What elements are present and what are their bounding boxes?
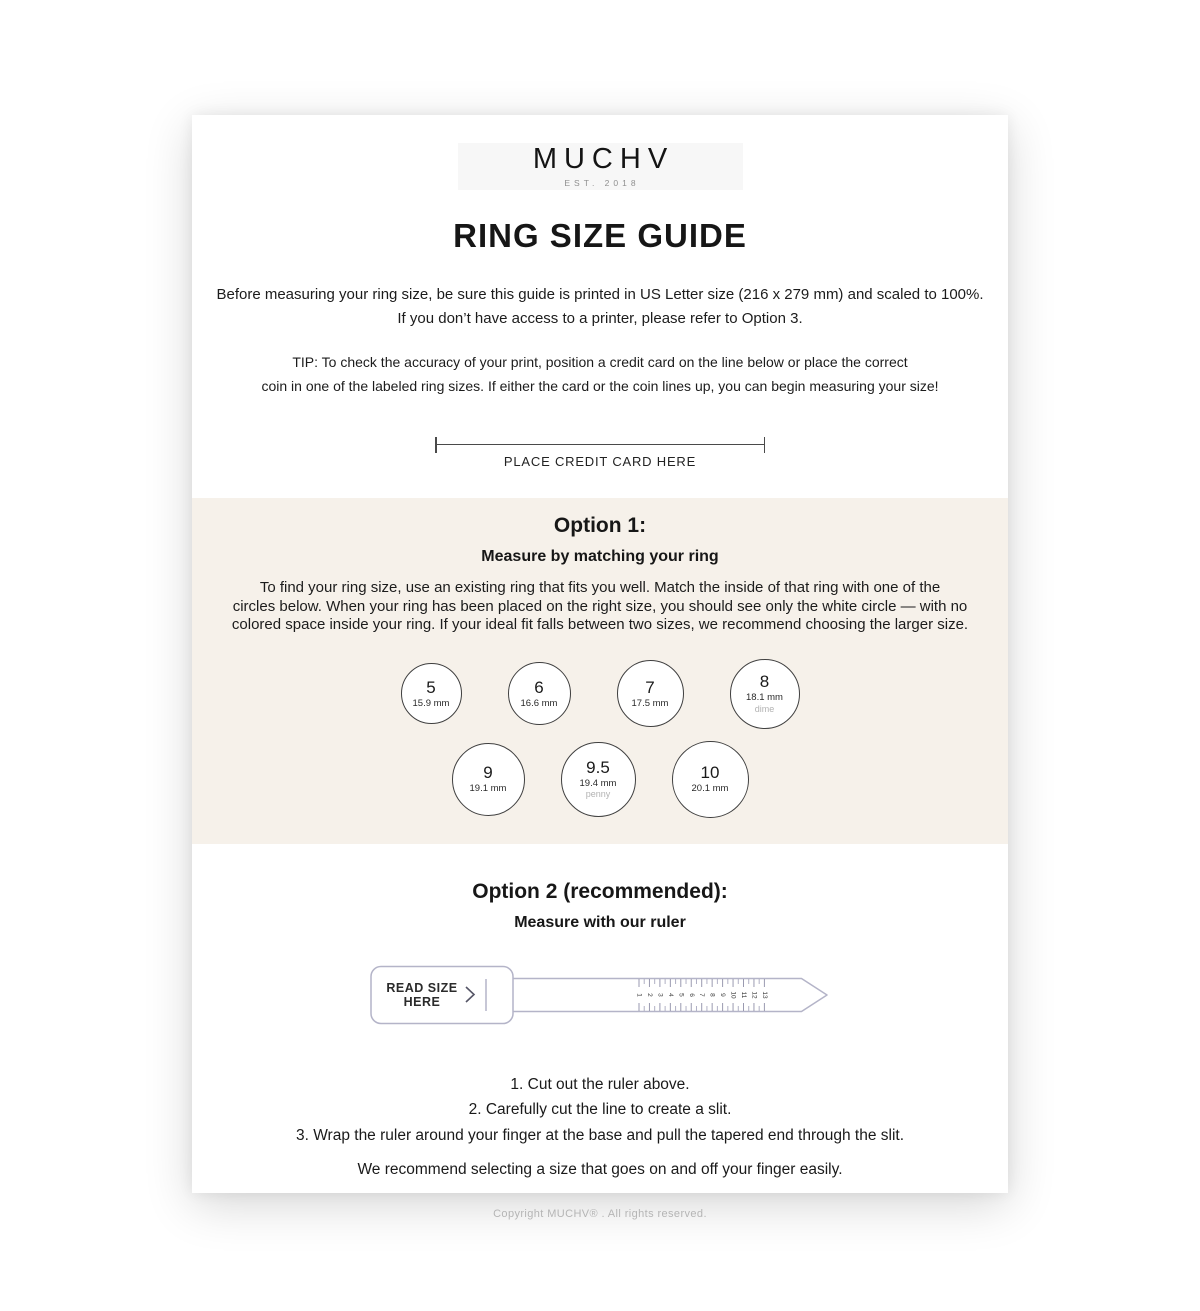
ring-size-circle-10	[672, 741, 749, 818]
brand-logo	[458, 143, 743, 190]
instruction-step-1: 1. Cut out the ruler above.	[510, 1075, 690, 1093]
ruler-size-label: 12	[750, 990, 758, 999]
ruler-size-label: 7	[698, 992, 706, 997]
instruction-step-3: 3. Wrap the ruler around your finger at the base and pull the tapered end through the slit.	[295, 1126, 905, 1144]
instruction-step-2: 2. Carefully cut the line to create a slit.	[468, 1101, 732, 1118]
copyright: Copyright MUCHV® . All rights reserved.	[493, 1208, 707, 1220]
credit-card-line-left-tick	[435, 437, 437, 453]
ring-size-diameter: 20.1 mm	[691, 783, 729, 795]
option-1-description-line-2: circles below. When your ring has been placed on the right size, you should see only the white circle — with no	[232, 597, 968, 615]
ring-size-circle-8	[730, 659, 800, 729]
intro-line-2: If you don’t have access to a printer, please refer to Option 3.	[397, 310, 803, 327]
option-1-description-line-1: To find your ring size, use an existing ring that fits you well. Match the inside of that ring with one of the	[259, 579, 941, 596]
ring-size-diameter: 19.1 mm	[469, 783, 507, 795]
option-1-description	[192, 579, 1008, 635]
ruler-size-label: 8	[708, 992, 716, 997]
option-2-subheading: Measure with our ruler	[514, 913, 686, 931]
ring-size-circle-5	[401, 663, 462, 724]
ring-size-circle-6	[508, 662, 571, 725]
ring-size-coin-label: dime	[754, 703, 775, 714]
ruler-size-label: 9	[719, 992, 727, 997]
ring-size-diameter: 18.1 mm	[746, 692, 783, 704]
option-2-heading: Option 2 (recommended):	[472, 879, 728, 903]
option-1-heading: Option 1:	[553, 514, 647, 537]
ring-size-number: 7	[645, 677, 655, 697]
ruler-size-label: 4	[666, 992, 674, 997]
ring-size-guide-page	[192, 115, 1008, 1220]
ring-size-diameter: 19.4 mm	[579, 777, 617, 789]
ruler	[370, 964, 830, 1026]
tip-line-1: TIP: To check the accuracy of your print, position a credit card on the line below or place the correct	[292, 354, 908, 370]
tip-line-2: coin in one of the labeled ring sizes. If either the card or the coin lines up, you can begin measuring your size!	[261, 378, 939, 394]
page-title: RING SIZE GUIDE	[453, 217, 747, 254]
ring-size-number: 6	[534, 677, 544, 697]
instructions	[192, 1072, 1008, 1149]
option-1-section	[192, 498, 1008, 844]
ruler-size-label: 11	[740, 991, 747, 998]
brand-established: EST. 2018	[564, 178, 640, 188]
ring-circles-row-2	[192, 741, 1008, 818]
ruler-size-label: 10	[729, 990, 737, 999]
option-1-description-line-3: colored space inside your ring. If your ideal fit falls between two sizes, we recommend choosing the larger size.	[231, 616, 969, 633]
read-size-box	[371, 966, 513, 1023]
ring-size-coin-label: penny	[585, 789, 611, 800]
credit-card-line-right-tick	[764, 437, 766, 453]
brand-name: MUCHV	[532, 143, 675, 175]
ring-size-number: 8	[759, 672, 770, 692]
ring-size-diameter: 15.9 mm	[412, 697, 450, 709]
ruler-size-label: 6	[687, 992, 695, 997]
option-1-subheading: Measure by matching your ring	[481, 548, 719, 565]
recommendation-note: We recommend selecting a size that goes on and off your finger easily.	[357, 1161, 843, 1178]
credit-card-label: PLACE CREDIT CARD HERE	[503, 454, 697, 469]
ring-size-circle-9	[452, 743, 525, 816]
credit-card-line	[435, 444, 765, 445]
ring-size-circle-9.5	[561, 742, 636, 817]
ring-size-diameter: 17.5 mm	[631, 697, 669, 709]
ring-size-number: 5	[426, 677, 436, 697]
ruler-size-label: 13	[760, 990, 768, 999]
ring-size-number: 9.5	[586, 757, 610, 777]
ruler-size-label: 3	[656, 992, 664, 997]
credit-card-check	[192, 444, 1008, 469]
option-2-section	[192, 880, 1008, 1180]
ring-size-circle-7	[617, 660, 684, 727]
ring-size-number: 10	[700, 763, 720, 783]
read-size-label-line-2: HERE	[403, 994, 441, 1009]
intro-line-1: Before measuring your ring size, be sure this guide is printed in US Letter size (216 x 279 mm) and scaled to 100%.	[216, 286, 984, 303]
ruler-size-label: 2	[645, 992, 653, 997]
ruler-graphic	[370, 964, 830, 1026]
tip-text	[192, 350, 1008, 398]
ruler-size-label: 5	[677, 992, 685, 997]
read-size-label-line-1: READ SIZE	[386, 980, 458, 995]
ring-circles-row-1	[192, 659, 1008, 729]
ring-size-number: 9	[483, 763, 493, 783]
intro-text	[192, 283, 1008, 331]
ruler-size-label: 1	[635, 992, 643, 997]
ring-size-diameter: 16.6 mm	[520, 697, 558, 709]
